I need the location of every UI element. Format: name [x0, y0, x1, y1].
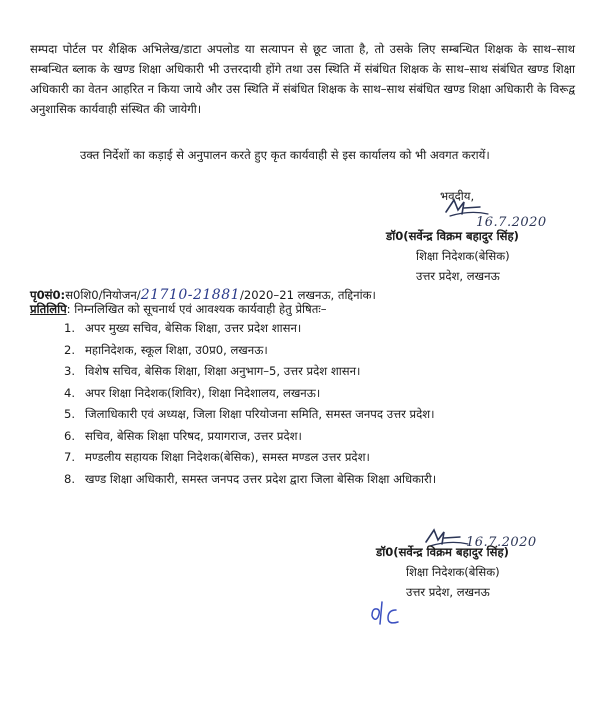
signature-details-top: [386, 226, 519, 286]
list-item: 6. सचिव, बेसिक शिक्षा परिषद, प्रयागराज, उत्तर प्रदेश।: [63, 428, 302, 443]
copy-to-header: [30, 300, 327, 318]
officer-location-top: उत्तर प्रदेश, लखनऊ: [416, 269, 500, 283]
officer-designation-bottom: शिक्षा निदेशक(बेसिक): [406, 565, 500, 579]
signature-date-bottom: 16.7.2020: [466, 535, 537, 550]
signature-details-bottom: [376, 542, 509, 602]
body-paragraph-1: सम्पदा पोर्टल पर शैक्षिक अभिलेख/डाटा अपलोड या सत्यापन से छूट जाता है, तो उसके लिए सम्बन्धित शिक्षक के साथ–साथ सम्बन्धित ब्लाक के खण्ड शिक्षा अधिकारी भी उत्तरदायी होंगे तथा उस स्थिति में संबंधित शिक्षक के साथ–साथ संबंधित खण्ड शिक्षा अधिकारी का वेतन आहरित न किया जाये और उस स्थिति में संबंधित शिक्षक के साथ–साथ संबंधित खण्ड शिक्षा अधिकारी के विरूद्व अनुशासिक कार्यवाही संस्थित की जायेगी।: [30, 42, 575, 116]
officer-name-bottom: डॉ0(सर्वेन्द्र विक्रम बहादुर सिंह): [376, 545, 509, 559]
officer-designation-top: शिक्षा निदेशक(बेसिक): [416, 249, 510, 263]
list-item: 4. अपर शिक्षा निदेशक(शिविर), शिक्षा निदेशालय, लखनऊ।: [63, 385, 321, 400]
reference-office-code: स0शि0/नियोजन/: [65, 288, 141, 302]
officer-location-bottom: उत्तर प्रदेश, लखनऊ: [406, 585, 490, 599]
copy-to-intro: : निम्नलिखित को सूचनार्थ एवं आवश्यक कार्यवाही हेतु प्रेषितः–: [66, 302, 327, 316]
reference-suffix: /2020–21 लखनऊ, तद्दिनांक।: [240, 288, 376, 302]
list-item: 1. अपर मुख्य सचिव, बेसिक शिक्षा, उत्तर प्रदेश शासन।: [63, 321, 302, 335]
list-item: 2. महानिदेशक, स्कूल शिक्षा, उ0प्र0, लखनऊ।: [63, 342, 268, 357]
body-paragraph-2: उक्त निर्देशों का कड़ाई से अनुपालन करते हुए कृत कार्यवाही से इस कार्यालय को भी अवगत करायें।: [80, 148, 490, 162]
list-item: 8. खण्ड शिक्षा अधिकारी, समस्त जनपद उत्तर प्रदेश द्वारा जिला बेसिक शिक्षा अधिकारी।: [63, 471, 437, 486]
list-item: 3. विशेष सचिव, बेसिक शिक्षा, शिक्षा अनुभाग–5, उत्तर प्रदेश शासन।: [63, 364, 361, 378]
officer-name-top: डॉ0(सर्वेन्द्र विक्रम बहादुर सिंह): [386, 229, 519, 243]
handwritten-initials-mark: [368, 598, 408, 630]
signature-date-top: 16.7.2020: [476, 215, 547, 230]
closing-text: भवदीय,: [440, 189, 475, 203]
list-item: 7. मण्डलीय सहायक शिक्षा निदेशक(बेसिक), समस्त मण्डल उत्तर प्रदेश।: [63, 450, 370, 464]
list-item: 5. जिलाधिकारी एवं अध्यक्ष, जिला शिक्षा परियोजना समिति, समस्त जनपद उत्तर प्रदेश।: [63, 407, 435, 421]
copy-to-label: प्रतिलिपि: [30, 302, 67, 316]
reference-handwritten-number: 21710-21881: [140, 287, 241, 303]
copy-to-list: [30, 318, 436, 490]
reference-prefix: पृ0सं0:: [30, 288, 66, 302]
